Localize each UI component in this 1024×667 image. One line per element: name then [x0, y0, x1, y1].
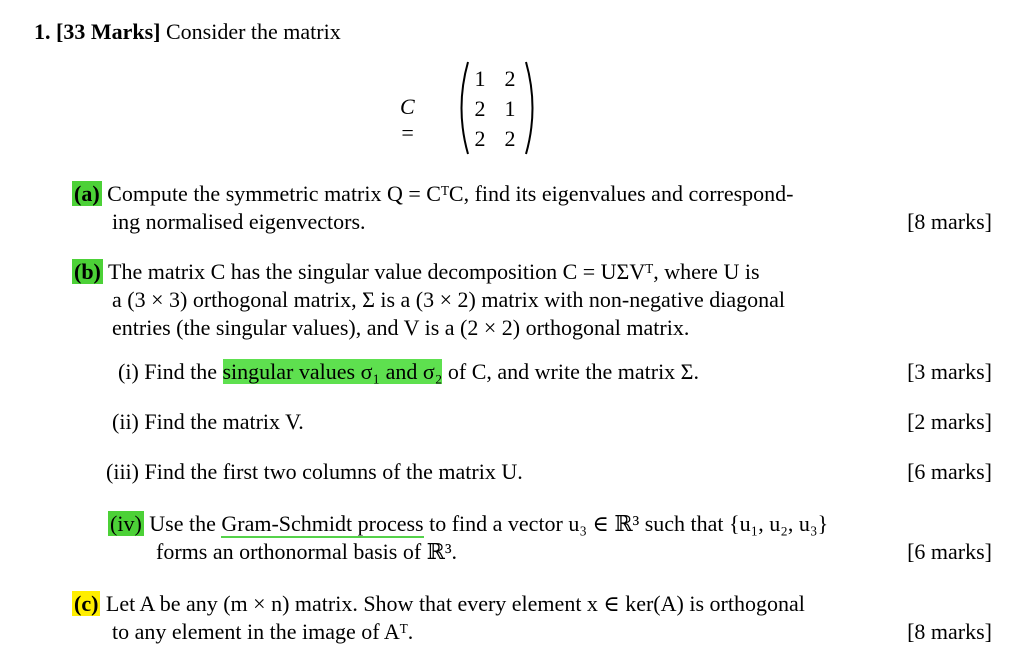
part-c-marks: [8 marks]	[907, 619, 992, 644]
part-b-line2: a (3 × 3) orthogonal matrix, Σ is a (3 × 2) matrix with non-negative diagonal	[112, 287, 786, 312]
sub-iv-line1	[108, 510, 828, 538]
question-number: 1.	[34, 19, 51, 44]
sub-ii-text: Find the matrix V.	[144, 409, 304, 434]
sub-ii-marks: [2 marks]	[907, 409, 992, 434]
sub-i-highlight: singular values σ₁ and σ₂	[222, 359, 443, 384]
right-paren-icon	[522, 60, 542, 156]
sub-ii-label: (ii)	[112, 409, 139, 434]
part-a-line1	[72, 180, 794, 208]
part-a-marks: [8 marks]	[907, 209, 992, 234]
sub-iii-text: Find the first two columns of the matrix U.	[144, 459, 523, 484]
sub-iv-pre: Use the	[149, 511, 216, 536]
part-b-line1	[72, 258, 760, 286]
sub-i-line	[118, 358, 699, 386]
sub-iv-post: to find a vector u₃ ∈ ℝ³ such that {u₁, u₂, u₃}	[429, 511, 829, 536]
matrix-cell: 2	[474, 96, 486, 121]
part-b-text: The matrix C has the singular value decomposition C = UΣVᵀ, where U is	[108, 259, 760, 284]
matrix-lhs: C =	[400, 94, 415, 145]
sub-iv-line2: forms an orthonormal basis of ℝ³.	[156, 539, 458, 564]
part-a-label: (a)	[74, 181, 100, 206]
question-header	[34, 18, 341, 46]
part-c-text: Let A be any (m × n) matrix. Show that every element x ∈ ker(A) is orthogonal	[105, 591, 805, 616]
sub-iii-marks: [6 marks]	[907, 459, 992, 484]
matrix-cell: 2	[474, 126, 486, 151]
matrix-cell: 2	[504, 66, 516, 91]
matrix-cell: 1	[504, 96, 516, 121]
matrix-cell: 1	[474, 66, 486, 91]
question-total-marks: [33 Marks]	[56, 19, 161, 44]
part-c-line1	[72, 590, 805, 618]
sub-i-post: of C, and write the matrix Σ.	[447, 359, 699, 384]
sub-ii-line	[112, 408, 304, 436]
sub-iv-marks: [6 marks]	[907, 539, 992, 564]
sub-iv-underlined: Gram-Schmidt process	[221, 511, 424, 536]
part-b-label: (b)	[74, 259, 101, 284]
part-c-label: (c)	[74, 591, 99, 616]
matrix-cell: 2	[504, 126, 516, 151]
sub-iii-line	[106, 458, 523, 486]
sub-i-marks: [3 marks]	[907, 359, 992, 384]
question-intro: Consider the matrix	[165, 19, 341, 44]
part-c-line2: to any element in the image of Aᵀ.	[112, 619, 414, 644]
sub-i-label: (i)	[118, 359, 139, 384]
part-a-line2: ing normalised eigenvectors.	[112, 209, 366, 234]
sub-i-pre: Find the	[144, 359, 217, 384]
part-a-text: Compute the symmetric matrix Q = CᵀC, find its eigenvalues and correspond-	[107, 181, 794, 206]
left-paren-icon	[452, 60, 472, 156]
part-b-line3: entries (the singular values), and V is a (2 × 2) orthogonal matrix.	[112, 315, 690, 340]
sub-iv-label: (iv)	[110, 511, 142, 536]
sub-iii-label: (iii)	[106, 459, 139, 484]
